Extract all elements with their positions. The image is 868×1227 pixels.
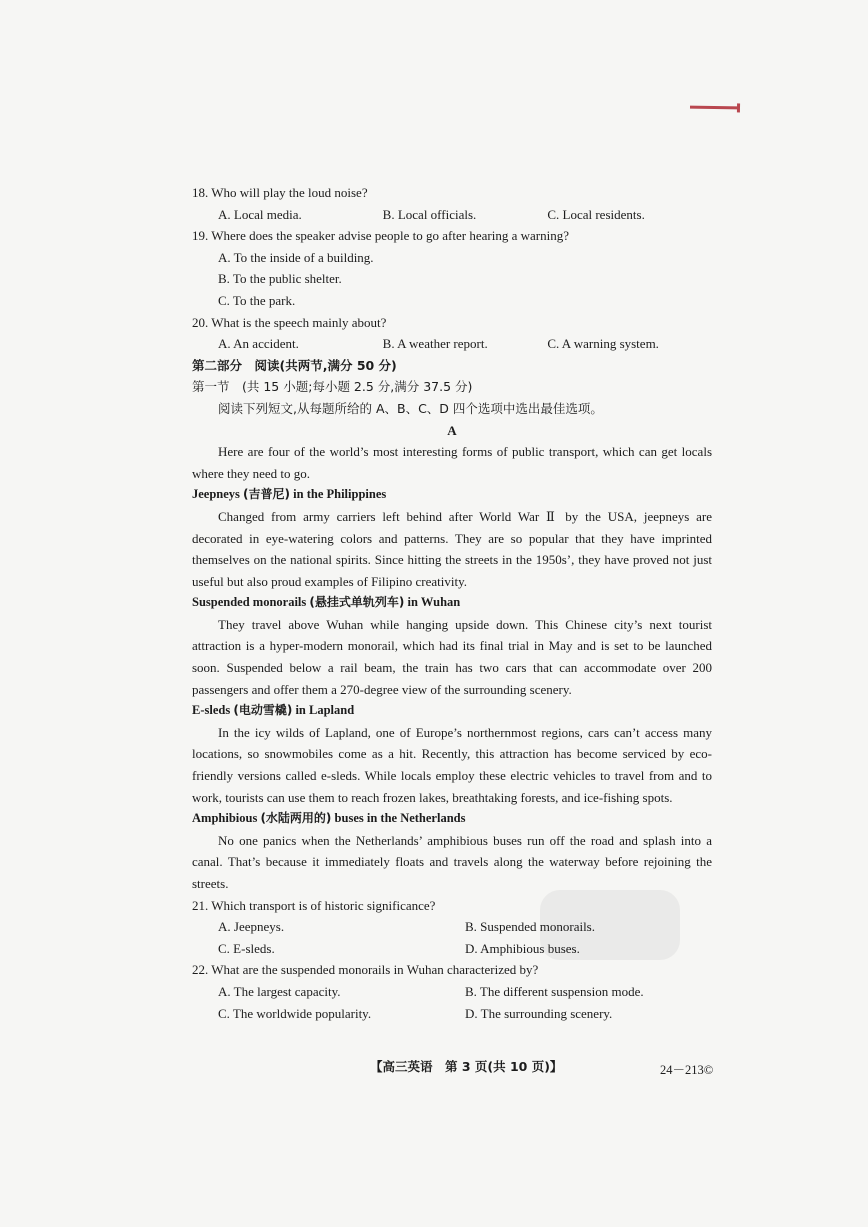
option-b: B. Suspended monorails. [465, 919, 595, 935]
subheading-en: Suspended monorails [192, 595, 307, 610]
subheading-cn: (水陆两用的) [260, 811, 332, 826]
passage-intro: Here are four of the world’s most interesting forms of public transport, which can get locals where they need to go. [192, 444, 712, 481]
option-c: C. To the park. [218, 292, 296, 308]
subheading-en: in the Philippines [293, 487, 387, 502]
option-b: B. To the public shelter. [218, 271, 342, 287]
exam-code: 24－213© [660, 1063, 714, 1077]
option-c: C. A warning system. [547, 336, 659, 352]
question-22-options-row1 [218, 981, 712, 1003]
option-a: A. The largest capacity. [218, 983, 341, 999]
paragraph-jeepneys: Changed from army carriers left behind after World War Ⅱ by the USA, jeepneys are decorated in eye-watering colors and patterns. They are so popular that they have imprinted themselves on the national spirits. Since hitting the streets in the 1950s’, they have proved not just useful but also proud examples of Filipino creativity. [192, 508, 712, 589]
option-b: B. Local officials. [382, 206, 477, 222]
subheading-en: Jeepneys [192, 487, 240, 502]
option-a: A. To the inside of a building. [218, 249, 374, 265]
paragraph-amphibious: No one panics when the Netherlands’ amphibious buses run off the road and splash into a canal. That’s because it immediately floats and travels along the waterway before rejoining the streets. [192, 832, 712, 891]
subheading-en: E-sleds [192, 703, 231, 718]
option-d: D. Amphibious buses. [465, 940, 580, 956]
section1-heading: 第一节 (共 15 小题;每小题 2.5 分,满分 37.5 分) [192, 379, 473, 395]
option-a: A. Local media. [218, 206, 302, 222]
subheading-cn: (悬挂式单轨列车) [309, 595, 405, 610]
option-c: C. Local residents. [547, 206, 645, 222]
subheading-monorails [192, 592, 712, 614]
question-18-options [218, 204, 712, 226]
option-a: A. Jeepneys. [218, 919, 285, 935]
reading-instruction: 阅读下列短文,从每题所给的 A、B、C、D 四个选项中选出最佳选项。 [218, 400, 603, 416]
page-footer: 【高三英语 第 3 页(共 10 页)】 [370, 1059, 563, 1074]
question-22-options-row2 [218, 1003, 712, 1025]
red-corner-mark [690, 106, 738, 110]
question-20-options [218, 333, 712, 355]
option-c: C. The worldwide popularity. [218, 1005, 372, 1021]
subheading-en: in Wuhan [407, 595, 461, 610]
question-21-options-row1 [218, 916, 712, 938]
option-d: D. The surrounding scenery. [465, 1005, 613, 1021]
paragraph-esleds: In the icy wilds of Lapland, one of Europe’s northernmost regions, cars can’t access many locations, so snowmobiles come as a hit. Recently, this attraction has become serviced by eco-friendly versions called e-sleds. While locals employ these electric vehicles to travel from and to work, tourists can use them to reach frozen lakes, breathtaking forests, and ice-fishing spots. [192, 724, 712, 805]
subheading-amphibious [192, 808, 712, 830]
option-b: B. The different suspension mode. [465, 983, 644, 999]
subheading-en: Amphibious [192, 811, 258, 826]
subheading-en: buses in the Netherlands [334, 811, 466, 826]
question-19: 19. Where does the speaker advise people to go after hearing a warning? [192, 228, 569, 244]
subheading-jeepneys [192, 484, 712, 506]
option-a: A. An accident. [218, 336, 299, 352]
subheading-en: in Lapland [295, 703, 355, 718]
question-21: 21. Which transport is of historic significance? [192, 897, 436, 913]
question-21-options-row2 [218, 938, 712, 960]
option-c: C. E-sleds. [218, 940, 275, 956]
question-18: 18. Who will play the loud noise? [192, 185, 368, 200]
paragraph-monorails: They travel above Wuhan while hanging upside down. This Chinese city’s next tourist attraction is a hyper-modern monorail, which had its final trial in May and is set to be launched soon. Suspended below a rail beam, the train has two cars that can accommodate over 200 passengers and offer them a 270-degree view of the surrounding scenery. [192, 616, 712, 697]
subheading-cn: (吉普尼) [243, 487, 291, 502]
part2-heading: 第二部分 阅读(共两节,满分 50 分) [192, 357, 397, 373]
passage-letter: A [447, 422, 457, 438]
question-20: 20. What is the speech mainly about? [192, 314, 387, 330]
subheading-esleds [192, 700, 712, 722]
question-22: 22. What are the suspended monorails in Wuhan characterized by? [192, 962, 539, 978]
subheading-cn: (电动雪橇) [233, 703, 293, 718]
page-content [192, 182, 712, 1024]
option-b: B. A weather report. [382, 336, 488, 352]
